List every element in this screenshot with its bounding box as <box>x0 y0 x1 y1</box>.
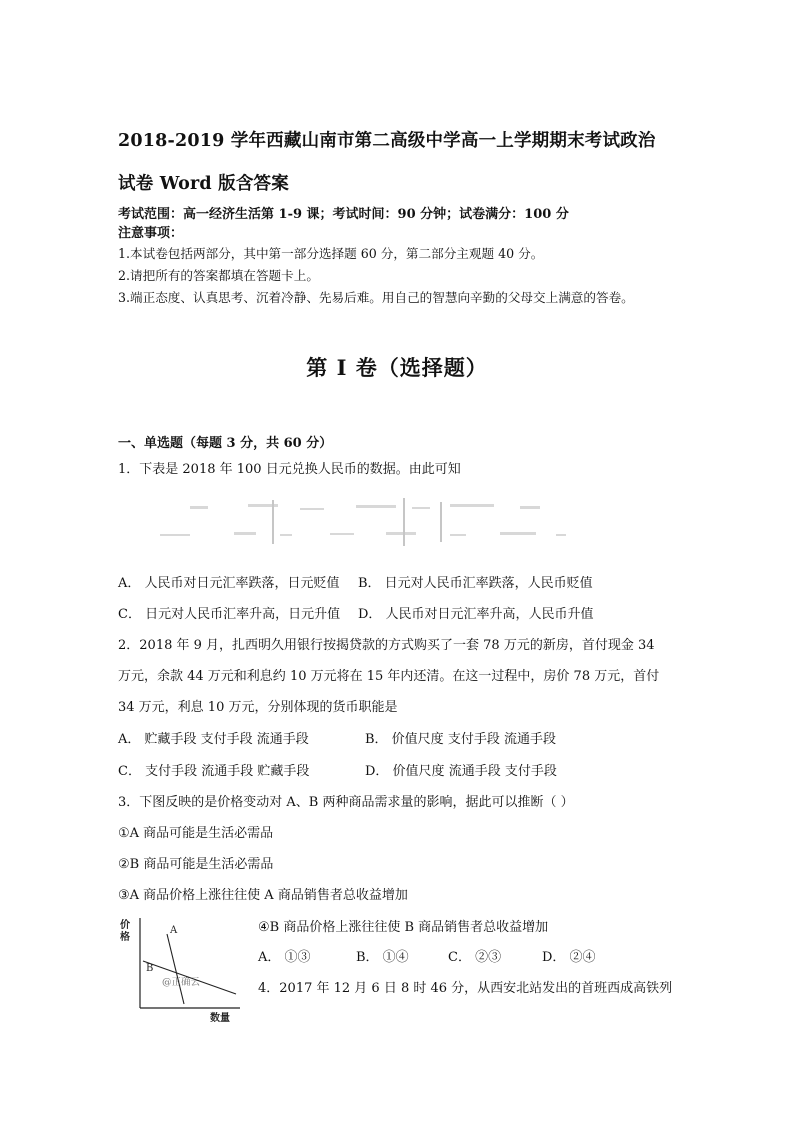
q3-demand-graph <box>118 912 246 1024</box>
q2-option-a: A． 贮藏手段 支付手段 流通手段 <box>118 732 309 747</box>
exam-scope: 考试范围：高一经济生活第 1-9 课；考试时间：90 分钟；试卷满分：100 分 <box>118 207 569 222</box>
graph-line-b <box>143 961 236 994</box>
q2-option-c: C． 支付手段 流通手段 贮藏手段 <box>118 764 310 779</box>
q3-stem: 3．下图反映的是价格变动对 A、B 两种商品需求量的影响，据此可以推断（ ） <box>118 795 574 810</box>
graph-label-a: A <box>170 925 178 936</box>
part-heading: 一、单选题（每题 3 分，共 60 分） <box>118 436 333 451</box>
q2-option-d: D． 价值尺度 流通手段 支付手段 <box>365 764 557 779</box>
section-title: 第 I 卷（选择题） <box>306 355 488 380</box>
q3-option-a: A． ①③ <box>258 950 311 965</box>
notice-item-2: 2.请把所有的答案都填在答题卡上。 <box>118 268 319 283</box>
graph-y-label-part2: 格 <box>120 932 130 943</box>
graph-line-a <box>167 934 184 1004</box>
q2-stem-line3: 34 万元，利息 10 万元，分别体现的货币职能是 <box>118 700 398 715</box>
q3-statement-4: ④B 商品价格上涨往往使 B 商品销售者总收益增加 <box>258 920 549 935</box>
notice-title: 注意事项： <box>118 226 184 241</box>
q3-statement-2: ②B 商品可能是生活必需品 <box>118 857 274 872</box>
q3-statement-3: ③A 商品价格上涨往往使 A 商品销售者总收益增加 <box>118 888 408 903</box>
graph-watermark: @正确云 <box>162 977 201 988</box>
graph-label-b: B <box>146 963 154 974</box>
graph-y-label-part1: 价 <box>120 920 130 931</box>
q3-statement-1: ①A 商品可能是生活必需品 <box>118 826 274 841</box>
document-title-line1: 2018-2019 学年西藏山南市第二高级中学高一上学期期末考试政治 <box>118 131 656 151</box>
q3-option-b: B． ①④ <box>356 950 409 965</box>
q1-option-c: C． 日元对人民币汇率升高，日元升值 <box>118 607 341 622</box>
graph-x-label: 数量 <box>210 1013 230 1024</box>
q3-option-c: C． ②③ <box>448 950 502 965</box>
notice-item-1: 1.本试卷包括两部分，其中第一部分选择题 60 分，第二部分主观题 40 分。 <box>118 246 544 261</box>
q1-option-d: D． 人民币对日元汇率升高，人民币升值 <box>358 607 594 622</box>
q1-option-a: A． 人民币对日元汇率跌落，日元贬值 <box>118 576 340 591</box>
q4-stem: 4．2017 年 12 月 6 日 8 时 46 分，从西安北站发出的首班西成高铁列 <box>258 981 673 996</box>
notice-item-3: 3.端正态度、认真思考、沉着冷静、先易后难。用自己的智慧向辛勤的父母交上满意的答卷。 <box>118 290 634 305</box>
q3-option-d: D． ②④ <box>542 950 596 965</box>
q1-table-image <box>150 498 580 546</box>
q1-stem: 1．下表是 2018 年 100 日元兑换人民币的数据。由此可知 <box>118 462 461 477</box>
q2-option-b: B． 价值尺度 支付手段 流通手段 <box>365 732 556 747</box>
q2-stem-line2: 万元，余款 44 万元和利息约 10 万元将在 15 年内还清。在这一过程中，房价 78 万元，首付 <box>118 669 660 684</box>
document-title-line2: 试卷 Word 版含答案 <box>118 174 289 194</box>
q2-stem-line1: 2．2018 年 9 月，扎西明久用银行按揭贷款的方式购买了一套 78 万元的新房，首付现金 34 <box>118 638 655 653</box>
q1-option-b: B． 日元对人民币汇率跌落，人民币贬值 <box>358 576 593 591</box>
